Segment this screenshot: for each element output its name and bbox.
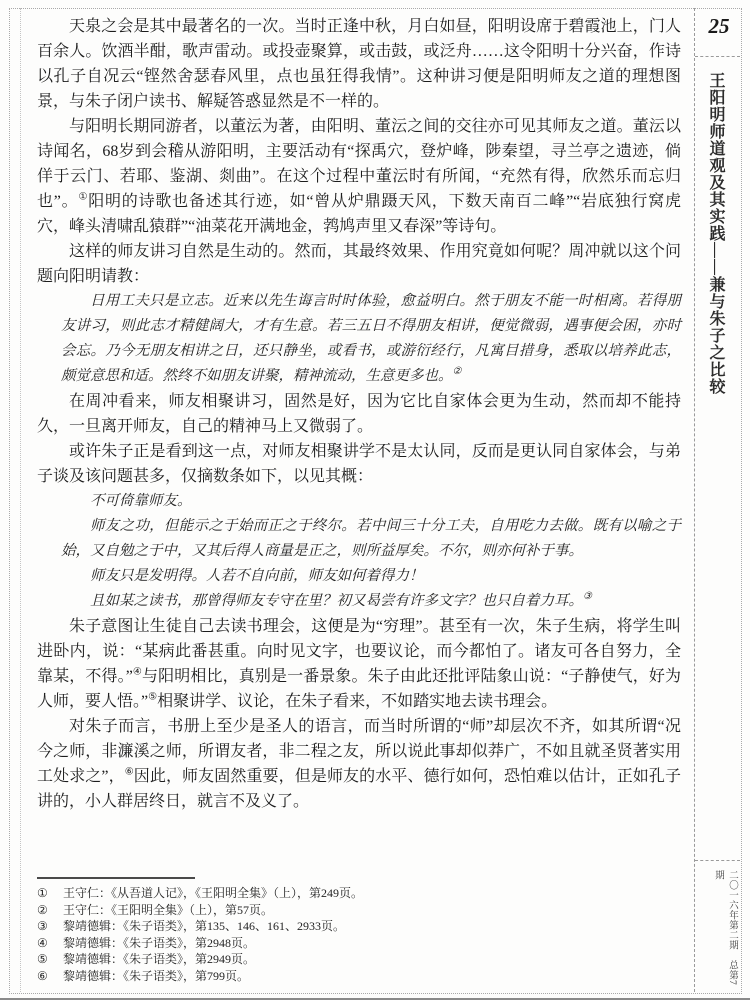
- issue-info-vertical: 二〇一六年第二期 总第7期: [713, 870, 737, 986]
- footnote-text: 王守仁：《王阳明全集》（上），第57页。: [63, 902, 274, 917]
- article-body: [37, 14, 681, 814]
- page-number: 25: [708, 14, 730, 38]
- sidebar-top-rule: [695, 56, 740, 57]
- footnote-item: [37, 951, 682, 968]
- footnote-marker: ⑥: [37, 968, 48, 983]
- footnote-text: 黎靖德辑：《朱子语类》，第2949页。: [63, 952, 256, 966]
- body-paragraph: 或许朱子正是看到这一点，对师友相聚讲学不是太认同，反而是更认同自家体会，与弟子谈及该问题甚多，仅摘数条如下，以见其概：: [37, 443, 681, 485]
- footnote-ref: ②: [452, 366, 462, 378]
- footnote-marker: ③: [37, 919, 48, 933]
- footnote-item: [37, 968, 682, 985]
- footnotes-list: [37, 885, 682, 984]
- footnote-ref: ⑤: [148, 691, 158, 703]
- body-paragraph: 这样的师友讲习自然是生动的。然而，其最终效果、作用究竟如何呢？周冲就以这个问题向阳明请教：: [37, 243, 681, 285]
- quote-paragraph: 师友只是发明得。人若不自向前，师友如何着得力！: [90, 568, 424, 584]
- footnote-ref: ①: [78, 191, 89, 203]
- sidebar-divider: [694, 8, 695, 992]
- footnote-item: [37, 918, 682, 935]
- quote-paragraph: 不可倚靠师友。: [90, 493, 192, 509]
- footnote-marker: ④: [37, 935, 48, 950]
- quote-paragraph: 且如某之读书，那曾得师友专守在里？初又曷尝有许多文字？也只自着力耳。③: [90, 591, 592, 609]
- body-paragraph: 在周冲看来，师友相聚讲习，固然是好，因为它比自家体会更为生动，然而却不能持久，一旦离开师友，自己的精神马上又微弱了。: [37, 393, 681, 435]
- footnote-item: [37, 902, 682, 919]
- article-title-vertical: 王阳明师道观及其实践——兼与朱子之比较: [707, 72, 724, 395]
- body-paragraph: 朱子意图让生徒自己去读书理会，这便是为“穷理”。甚至有一次，朱子生病，将学生叫进卧内，说：“某病此番甚重。向时见文字，也要议论，而今都怕了。诸友可各自努力，全靠某，不得。”④与阳明相比，真别是一番景象。朱子由此还批评陆象山说：“子静使气，好为人师，要人悟。”⑤相聚讲学、议论，在朱子看来，不如踏实地去读书理会。: [37, 618, 681, 710]
- body-paragraph: 天泉之会是其中最著名的一次。当时正逢中秋，月白如昼，阳明设席于碧霞池上，门人百余人。饮酒半酣，歌声雷动。或投壶聚算，或击鼓，或泛舟……这令阳明十分兴奋，作诗以孔子自况云“铿然舍瑟春风里，点也虽狂得我情”。这种讲习便是阳明师友之道的理想图景，与朱子闭户读书、解疑答惑显然是不一样的。: [37, 18, 681, 110]
- footnote-marker: ⑤: [37, 952, 48, 966]
- footnote-item: [37, 935, 682, 952]
- inner-left-border: [20, 8, 21, 992]
- footnote-text: 黎靖德辑：《朱子语类》，第799页。: [63, 968, 250, 983]
- quote-paragraph: 师友之功，但能示之于始而正之于终尔。若中间三十分工夫，自用吃力去做。既有以喻之于始，又自勉之于中，又其后得人商量是正之，则所益厚矣。不尔，则亦何补于事。: [61, 518, 681, 559]
- footnote-ref: ⑥: [124, 766, 134, 778]
- footnote-text: 王守仁：《从吾道人记》，《王阳明全集》（上），第249页。: [63, 886, 364, 900]
- sidebar-bottom-rule: [695, 860, 740, 861]
- footnote-text: 黎靖德辑：《朱子语类》，第2948页。: [63, 935, 256, 950]
- footnote-marker: ①: [37, 886, 48, 900]
- body-paragraph: 对朱子而言，书册上至少是圣人的语言，而当时所谓的“师”却层次不齐，如其所谓“况今之师，非濂溪之师，所谓友者，非二程之友，所以说此事却似莽广，不如且就圣贤著实用工处求之”，⑥因此，师友固然重要，但是师友的水平、德行如何，恐怕难以估计，正如孔子讲的，小人群居终日，就言不及义了。: [37, 718, 681, 810]
- footnote-text: 黎靖德辑：《朱子语类》，第135、146、161、2933页。: [63, 919, 346, 933]
- footnote-item: [37, 885, 682, 902]
- footnote-ref: ④: [132, 666, 143, 678]
- body-paragraph: 与阳明长期同游者，以董沄为著，由阳明、董沄之间的交往亦可见其师友之道。董沄以诗闻名，68岁到会稽从游阳明，主要活动有“探禹穴，登炉峰，陟秦望，寻兰亭之遗迹，倘佯于云门、若耶、鉴湖、剡曲”。在这个过程中董沄时有所闻，“充然有得，欣然乐而忘归也”。①阳明的诗歌也备述其行迹，如“曾从炉鼎蹑天风，下数天南百二峰”“岩底独行窝虎穴，峰头清啸乱猿群”“油菜花开满地金，鹁鸠声里又春深”等诗句。: [37, 118, 681, 235]
- quote-paragraph: 日用工夫只是立志。近来以先生诲言时时体验，愈益明白。然于朋友不能一时相离。若得朋友讲习，则此志才精健阔大，才有生意。若三五日不得朋友相讲，便觉微弱，遇事便会困，亦时会忘。乃今无朋友相讲之日，还只静坐，或看书，或游衍经行，凡寓目措身，悉取以培养此志，颇觉意思和适。然终不如朋友讲聚，精神流动，生意更多也。②: [61, 293, 681, 384]
- footnote-marker: ②: [37, 902, 48, 917]
- footnote-separator: [37, 877, 195, 879]
- footnote-ref: ③: [583, 591, 592, 603]
